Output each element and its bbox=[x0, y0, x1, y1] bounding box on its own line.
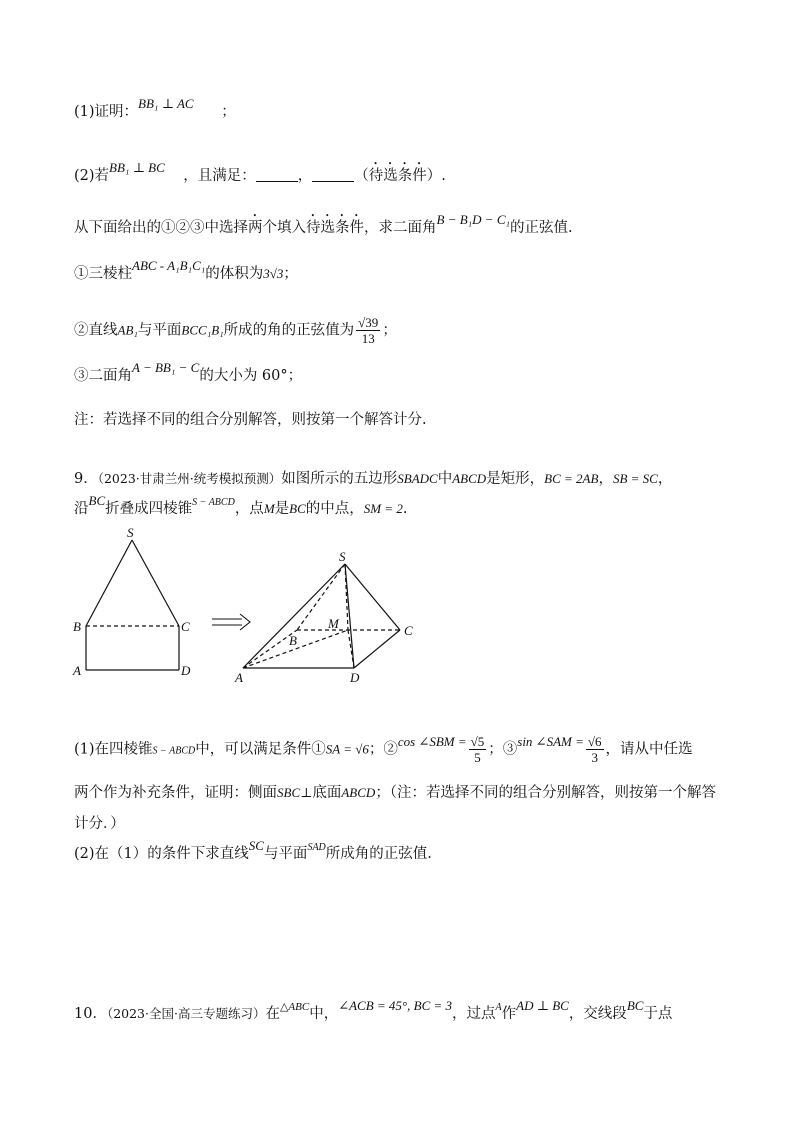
pyr-label-c: C bbox=[404, 623, 413, 638]
q8-note: 注：若选择不同的组合分别解答，则按第一个解答计分. bbox=[74, 412, 427, 428]
math-expr: BB₁ ⊥ AC bbox=[138, 96, 194, 111]
answer-blank bbox=[312, 167, 354, 182]
q9-stem-line1: 9．（2023·甘肃兰州·统考模拟预测）如图所示的五边形SBADC中ABCD是矩形，BC = 2AB，SB = SC， bbox=[74, 471, 673, 487]
answer-blank bbox=[256, 167, 298, 182]
q9-figure bbox=[60, 522, 440, 692]
q10-stem: 10．（2023·全国·高三专题练习）在$^{\triangle ABC}$中，∠ACB = 45°, BC = 3，过点$^A$作AD ⊥ BC，交线段BC于点 bbox=[74, 998, 673, 1022]
math-expr: BB₁ ⊥ BC bbox=[109, 160, 165, 175]
arrow-icon bbox=[212, 614, 250, 630]
math-expr: A − BB₁ − C bbox=[132, 360, 200, 375]
fraction: $\frac{√5}{5}$ bbox=[470, 734, 485, 765]
q9-stem-line2: 沿BC折叠成四棱锥$^{S - ABCD}$，点M是BC的中点，SM = 2. bbox=[74, 493, 408, 517]
pyramid bbox=[243, 564, 400, 668]
q8-part1: (1)证明：BB₁ ⊥ AC ； bbox=[74, 96, 236, 120]
flat-label-s: S bbox=[127, 525, 134, 540]
fraction: $\frac{√6}{3}$ bbox=[587, 734, 602, 765]
flat-label-c: C bbox=[181, 619, 190, 634]
q8-condition-1: ①三棱柱ABC - A₁B₁C₁的体积为3√3； bbox=[74, 258, 298, 282]
pyr-label-m: M bbox=[328, 616, 339, 631]
q9-part1-line1: (1)在四棱锥S − ABCD中，可以满足条件①SA = √6；②cos ∠SBM = $\frac{√5}{5}$ ；③sin ∠SAM = $\frac{√6}{3}$ ，请从中任选 bbox=[74, 733, 693, 765]
flat-label-d: D bbox=[181, 663, 191, 678]
math-expr: B − B₁D − C₁ bbox=[436, 212, 511, 227]
pyr-label-d: D bbox=[350, 670, 360, 685]
q8-part2: (2)若BB₁ ⊥ BC ，且满足： ， （待选条件）. bbox=[74, 160, 446, 184]
pyr-label-s: S bbox=[339, 549, 346, 564]
q8-condition-3: ③二面角A − BB₁ − C的大小为 60°； bbox=[74, 360, 303, 384]
fraction: $\frac{√39}{13}$ bbox=[358, 315, 379, 346]
q9-part2: (2)在（1）的条件下求直线SC与平面$^{SAD}$所成角的正弦值. bbox=[74, 838, 432, 862]
pyr-label-a: A bbox=[235, 670, 243, 685]
q8-condition-2: ②直线AB₁与平面BCC₁B₁所成的角的正弦值为 $\frac{√39}{13}$ ； bbox=[74, 315, 397, 346]
q9-part1-line2: 两个作为补充条件，证明：侧面SBC⊥底面ABCD；（注：若选择不同的组合分别解答，则按第一个解答 bbox=[74, 785, 717, 801]
math-expr: ABC - A₁B₁C₁ bbox=[132, 258, 206, 273]
pyr-label-b: B bbox=[289, 633, 297, 648]
q9-part1-line3: 计分．） bbox=[74, 816, 125, 832]
q8-instruction: 从下面给出的①②③中选择两个填入待选条件，求二面角B − B₁D − C₁的正弦值. bbox=[74, 212, 573, 236]
flat-label-a: A bbox=[73, 663, 81, 678]
flat-label-b: B bbox=[73, 619, 81, 634]
flat-pentagon bbox=[86, 540, 179, 670]
